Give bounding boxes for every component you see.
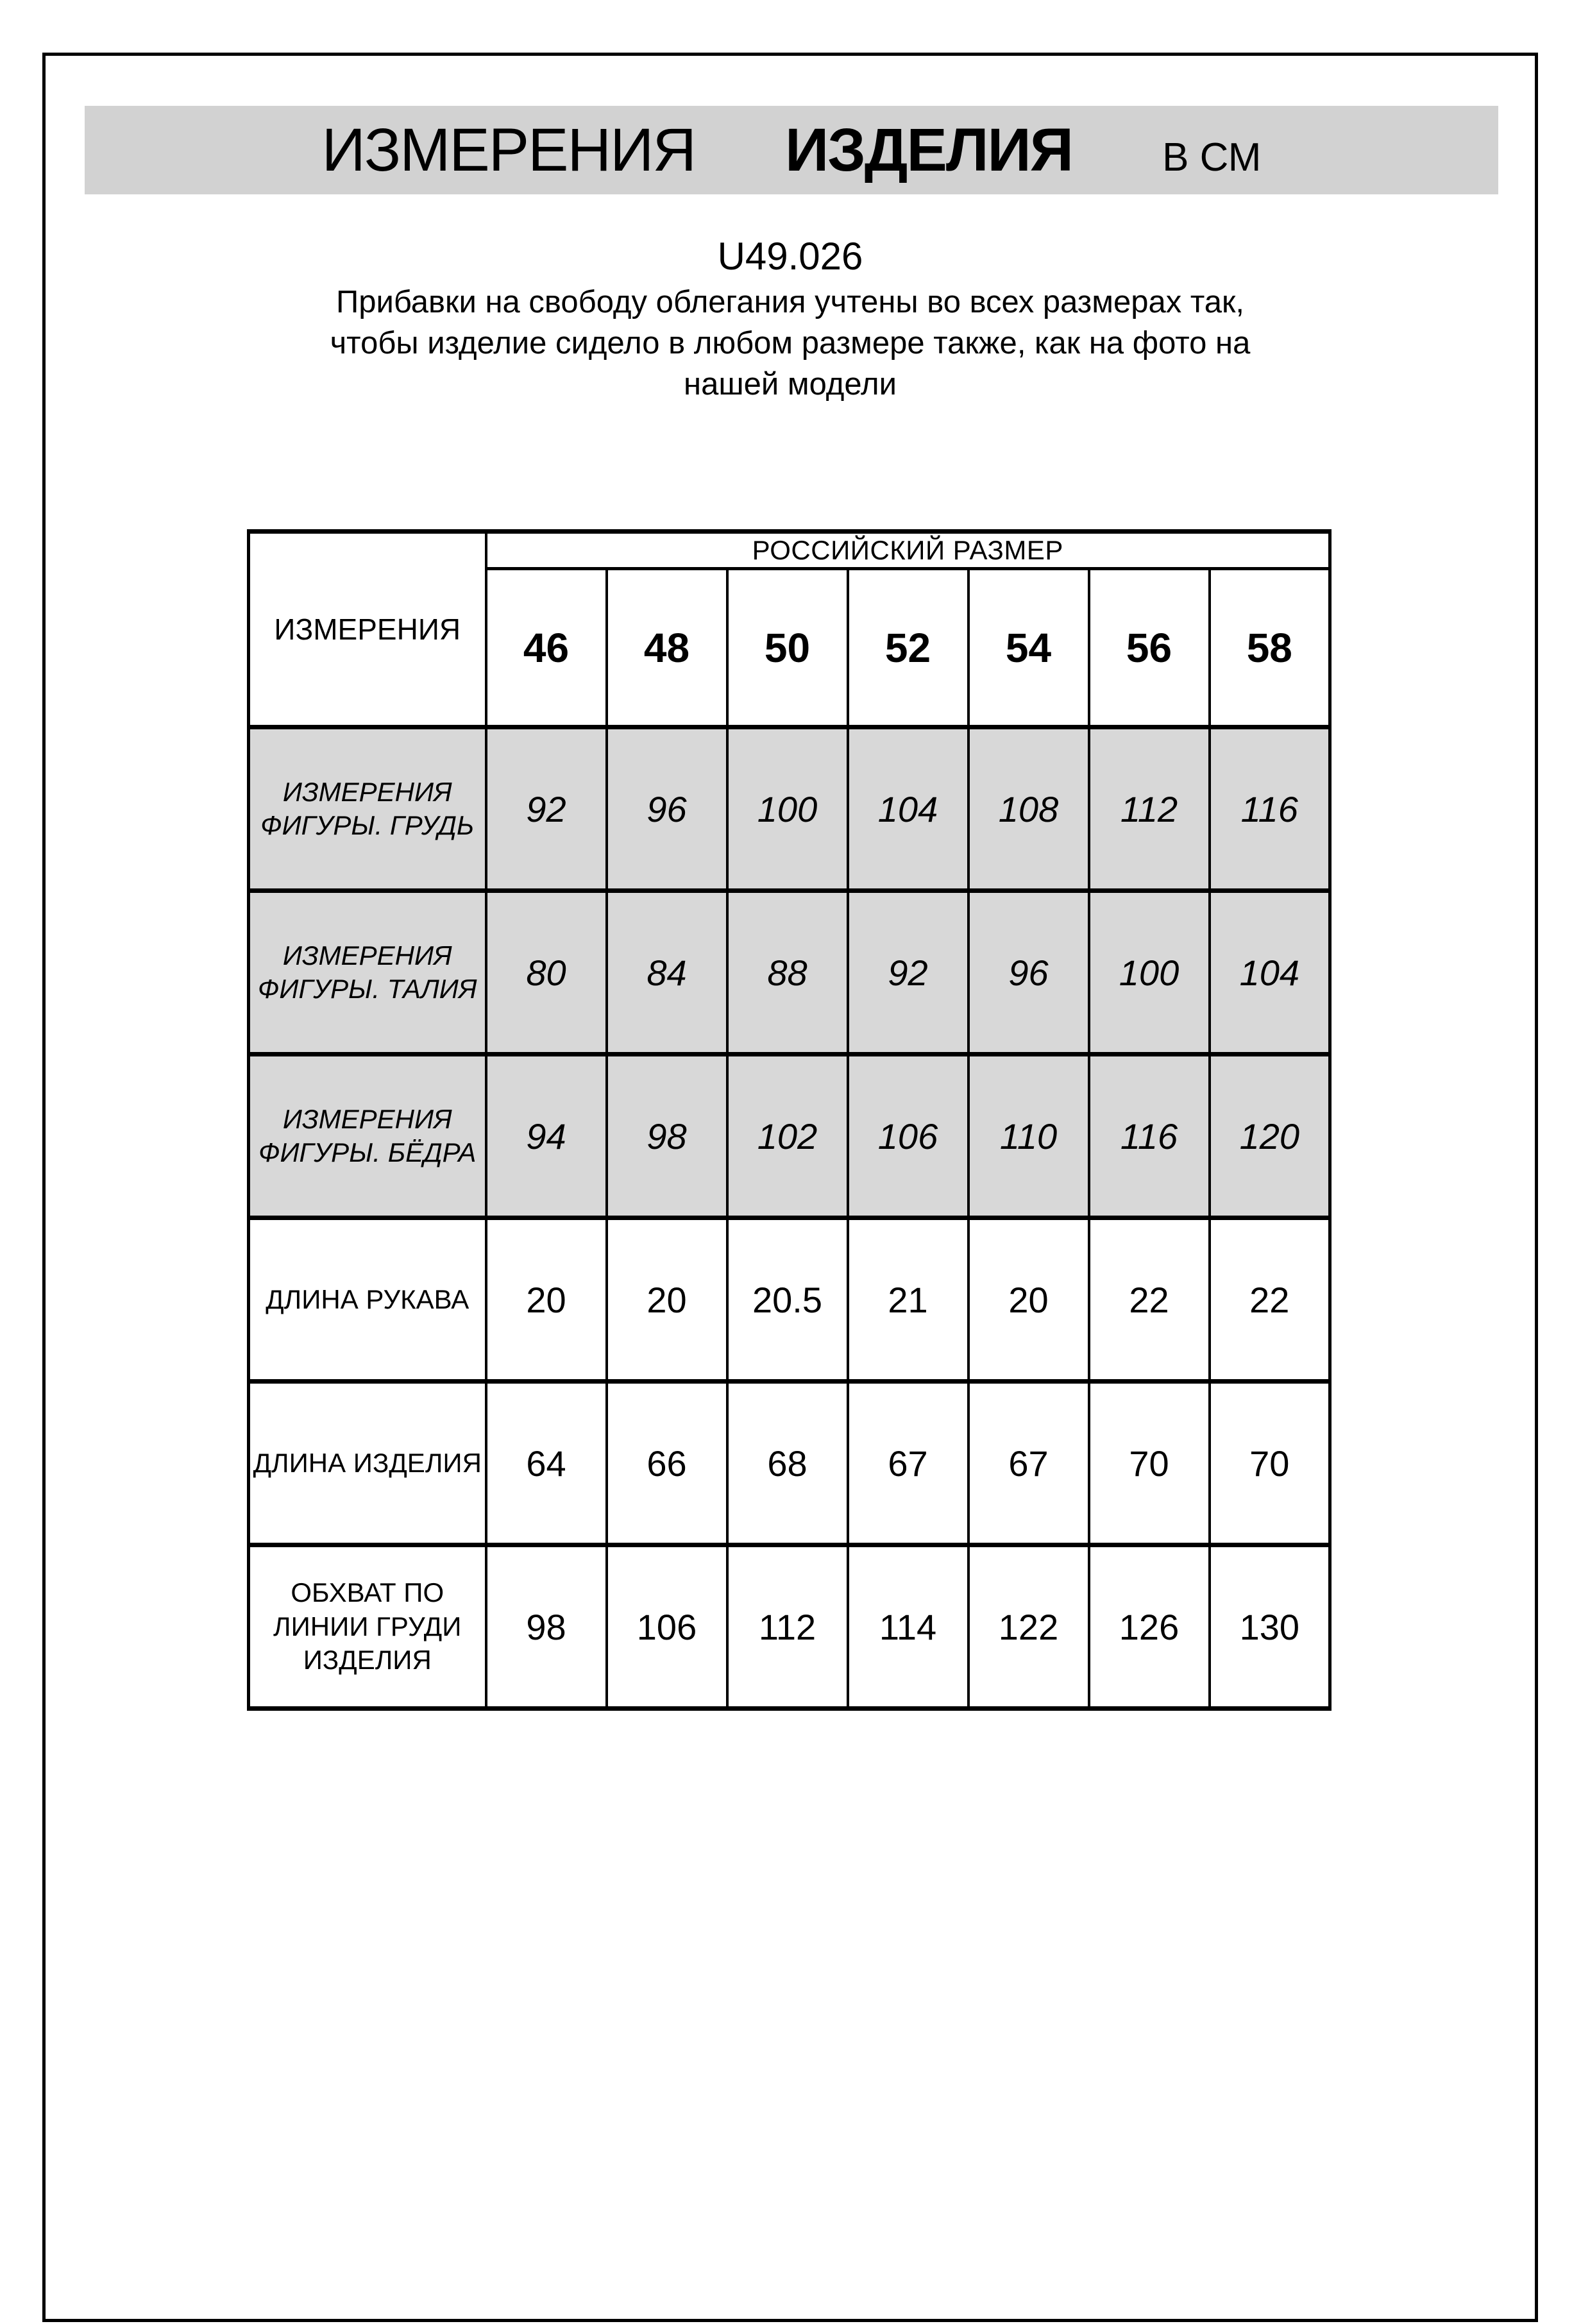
cell-value: 120	[1210, 1055, 1330, 1218]
product-code: U49.026	[717, 235, 863, 278]
cell-value: 20	[607, 1218, 727, 1382]
cell-value: 116	[1089, 1055, 1210, 1218]
cell-value: 112	[727, 1545, 848, 1709]
cell-value: 66	[607, 1382, 727, 1545]
cell-value: 70	[1089, 1382, 1210, 1545]
fit-note-line-3: нашей модели	[684, 367, 897, 402]
cell-value: 104	[1210, 891, 1330, 1055]
cell-value: 108	[968, 727, 1089, 891]
cell-value: 92	[486, 727, 607, 891]
cell-value: 112	[1089, 727, 1210, 891]
table-row-item-length	[249, 1382, 1330, 1545]
size-group-row	[249, 532, 1330, 569]
cell-value: 84	[607, 891, 727, 1055]
cell-value: 67	[968, 1382, 1089, 1545]
cell-value: 106	[848, 1055, 968, 1218]
title-bar	[85, 106, 1498, 194]
size-table	[247, 529, 1332, 1711]
cell-value: 122	[968, 1545, 1089, 1709]
cell-value: 20	[968, 1218, 1089, 1382]
cell-value: 116	[1210, 727, 1330, 891]
cell-value: 68	[727, 1382, 848, 1545]
size-col-header-50: 50	[727, 569, 848, 727]
cell-value: 92	[848, 891, 968, 1055]
cell-value: 110	[968, 1055, 1089, 1218]
cell-value: 88	[727, 891, 848, 1055]
cell-value: 20.5	[727, 1218, 848, 1382]
row-label: ИЗМЕРЕНИЯ ФИГУРЫ. ГРУДЬ	[249, 727, 486, 891]
cell-value: 98	[607, 1055, 727, 1218]
table-row-figure-waist	[249, 891, 1330, 1055]
cell-value: 96	[968, 891, 1089, 1055]
table-row-figure-hips	[249, 1055, 1330, 1218]
page-border-frame	[42, 53, 1538, 2322]
cell-value: 98	[486, 1545, 607, 1709]
size-group-header: РОССИЙСКИЙ РАЗМЕР	[486, 532, 1330, 569]
fit-note-line-2: чтобы изделие сидело в любом размере также, как на фото на	[330, 326, 1251, 360]
title-line	[322, 115, 1262, 185]
size-col-header-48: 48	[607, 569, 727, 727]
table-row-item-chest-girth	[249, 1545, 1330, 1709]
size-col-header-52: 52	[848, 569, 968, 727]
cell-value: 64	[486, 1382, 607, 1545]
title-word-product: ИЗДЕЛИЯ	[785, 115, 1073, 184]
row-label: ОБХВАТ ПО ЛИНИИ ГРУДИ ИЗДЕЛИЯ	[249, 1545, 486, 1709]
row-label: ДЛИНА РУКАВА	[249, 1218, 486, 1382]
cell-value: 80	[486, 891, 607, 1055]
cell-value: 70	[1210, 1382, 1330, 1545]
cell-value: 100	[1089, 891, 1210, 1055]
cell-value: 126	[1089, 1545, 1210, 1709]
cell-value: 100	[727, 727, 848, 891]
table-row-sleeve-length	[249, 1218, 1330, 1382]
cell-value: 130	[1210, 1545, 1330, 1709]
cell-value: 94	[486, 1055, 607, 1218]
fit-note	[46, 282, 1535, 405]
fit-note-line-1: Прибавки на свободу облегания учтены во всех размерах так,	[335, 285, 1245, 319]
cell-value: 22	[1089, 1218, 1210, 1382]
cell-value: 104	[848, 727, 968, 891]
row-label: ДЛИНА ИЗДЕЛИЯ	[249, 1382, 486, 1545]
table-corner-label: ИЗМЕРЕНИЯ	[249, 532, 486, 727]
title-unit-cm: В СМ	[1162, 135, 1262, 180]
row-label: ИЗМЕРЕНИЯ ФИГУРЫ. ТАЛИЯ	[249, 891, 486, 1055]
cell-value: 22	[1210, 1218, 1330, 1382]
cell-value: 96	[607, 727, 727, 891]
table-row-figure-chest	[249, 727, 1330, 891]
size-col-header-58: 58	[1210, 569, 1330, 727]
cell-value: 67	[848, 1382, 968, 1545]
cell-value: 106	[607, 1545, 727, 1709]
size-col-header-46: 46	[486, 569, 607, 727]
title-word-measurements: ИЗМЕРЕНИЯ	[321, 115, 695, 184]
cell-value: 102	[727, 1055, 848, 1218]
row-label: ИЗМЕРЕНИЯ ФИГУРЫ. БЁДРА	[249, 1055, 486, 1218]
cell-value: 21	[848, 1218, 968, 1382]
cell-value: 114	[848, 1545, 968, 1709]
size-col-header-56: 56	[1089, 569, 1210, 727]
size-col-header-54: 54	[968, 569, 1089, 727]
cell-value: 20	[486, 1218, 607, 1382]
